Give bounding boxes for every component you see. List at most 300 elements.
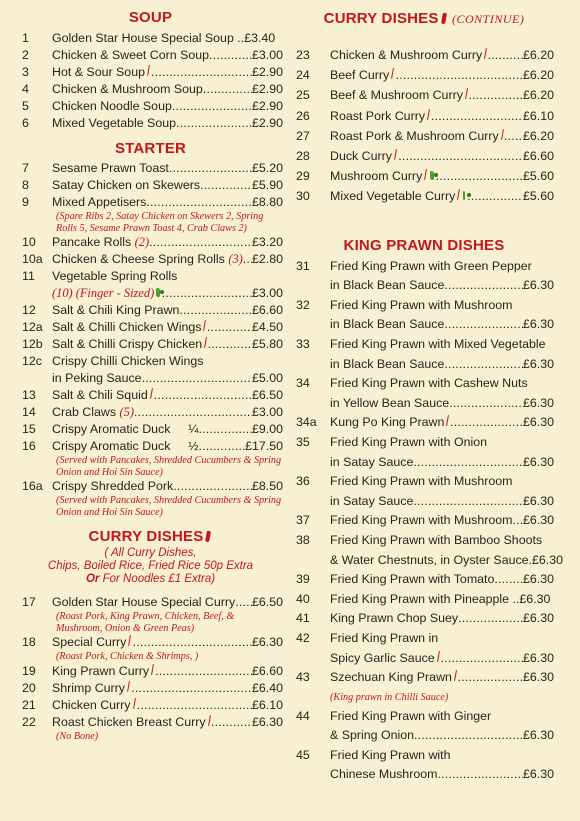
vegetarian-broccoli-icon bbox=[156, 288, 160, 297]
item-number: 1 bbox=[22, 31, 29, 45]
item-number: 27 bbox=[296, 128, 310, 143]
menu-item bbox=[18, 160, 283, 177]
item-name: Chicken & Sweet Corn Soup bbox=[52, 48, 210, 62]
menu-item bbox=[18, 336, 283, 353]
item-price: £6.50 bbox=[251, 595, 283, 609]
item-name: Crispy Aromatic Duck bbox=[52, 422, 171, 436]
item-price: £3.40 bbox=[244, 31, 276, 45]
item-price: £6.30 bbox=[522, 572, 554, 587]
item-number: 38 bbox=[296, 532, 310, 547]
leader-dots bbox=[169, 160, 252, 177]
item-name: Roast Pork & Mushroom Curry bbox=[330, 128, 499, 143]
leader-dots bbox=[458, 668, 523, 688]
menu-item-continued bbox=[294, 492, 554, 512]
vegetarian-broccoli-icon bbox=[430, 171, 433, 180]
item-price: £2.80 bbox=[251, 252, 283, 266]
item-name: Shrimp Curry bbox=[52, 680, 125, 695]
menu-item bbox=[18, 98, 283, 115]
menu-item bbox=[294, 609, 554, 629]
item-name: King Prawn Chop Suey bbox=[330, 611, 459, 626]
item-name: Special Curry bbox=[52, 635, 127, 649]
item-quantity: (2) bbox=[134, 235, 150, 249]
item-price: £5.20 bbox=[251, 161, 283, 175]
leader-dots bbox=[467, 186, 523, 206]
leader-dots bbox=[207, 319, 252, 336]
item-name: in Satay Sauce bbox=[330, 493, 414, 508]
item-number: 12 bbox=[22, 303, 36, 317]
leader-dots bbox=[211, 714, 252, 731]
item-name: in Satay Sauce bbox=[330, 454, 414, 469]
leader-dots bbox=[488, 45, 523, 65]
chili-pepper-icon bbox=[147, 65, 150, 76]
left-column bbox=[18, 0, 283, 742]
item-name: Hot & Sour Soup bbox=[52, 65, 145, 79]
menu-item-continued bbox=[294, 649, 554, 669]
item-price: £5.90 bbox=[251, 178, 283, 192]
leader-dots bbox=[441, 649, 523, 669]
menu-item bbox=[294, 374, 554, 394]
item-number: 7 bbox=[22, 161, 29, 175]
soup-list bbox=[18, 30, 283, 132]
item-number: 34a bbox=[296, 415, 317, 430]
menu-item bbox=[294, 106, 554, 126]
item-price: £2.90 bbox=[251, 116, 283, 130]
item-number: 35 bbox=[296, 434, 310, 449]
item-portion: ½ bbox=[188, 439, 199, 453]
item-name: Fried King Prawn with Bamboo Shoots bbox=[330, 532, 543, 547]
menu-item bbox=[18, 251, 283, 268]
item-number: 12a bbox=[22, 320, 43, 334]
menu-item-continued bbox=[294, 355, 554, 375]
item-name: Fried King Prawn with Mixed Vegetable bbox=[330, 337, 546, 351]
soup-heading: SOUP bbox=[128, 9, 173, 26]
leader-dots bbox=[436, 166, 523, 186]
chili-pepper-icon bbox=[484, 48, 486, 59]
menu-item-continued bbox=[294, 726, 554, 746]
item-name: Fried King Prawn with Onion bbox=[330, 434, 488, 449]
item-price: £3.20 bbox=[251, 235, 283, 249]
menu-item-continued bbox=[18, 285, 283, 302]
item-name: Fried King Prawn with Cashew Nuts bbox=[330, 376, 528, 391]
item-name: Mixed Vegetable Soup bbox=[52, 116, 176, 130]
item-number: 16 bbox=[22, 439, 36, 453]
leader-dots bbox=[149, 234, 252, 251]
menu-item bbox=[18, 234, 283, 251]
item-name: Satay Chicken on Skewers bbox=[52, 178, 201, 192]
item-name: Fried King Prawn with bbox=[330, 747, 451, 762]
item-number: 30 bbox=[296, 189, 310, 204]
item-price: £6.30 bbox=[522, 767, 554, 782]
menu-item bbox=[294, 629, 554, 649]
leader-dots bbox=[458, 609, 523, 629]
item-number: 13 bbox=[22, 388, 36, 402]
menu-item bbox=[294, 166, 554, 186]
item-number: 21 bbox=[22, 697, 36, 712]
vegetarian-broccoli-icon bbox=[463, 191, 465, 200]
item-price: £6.60 bbox=[251, 303, 283, 317]
leader-dots bbox=[198, 438, 245, 455]
menu-item-continued bbox=[294, 315, 554, 335]
item-name: Mixed Appetisers bbox=[52, 195, 147, 209]
menu-item bbox=[18, 302, 283, 319]
menu-item bbox=[294, 590, 554, 610]
curry-subtitle-3 bbox=[18, 573, 283, 586]
item-number: 14 bbox=[22, 405, 36, 419]
menu-item bbox=[18, 30, 283, 47]
menu-item bbox=[294, 186, 554, 206]
continue-label: (CONTINUE) bbox=[451, 12, 525, 26]
chili-pepper-icon bbox=[437, 651, 440, 662]
king-prawn-list bbox=[294, 257, 564, 785]
item-price: £6.30 bbox=[522, 611, 554, 626]
item-name: in Peking Sauce bbox=[52, 371, 142, 385]
leader-dots bbox=[134, 404, 252, 421]
menu-item bbox=[294, 746, 554, 766]
item-number: 32 bbox=[296, 297, 310, 312]
item-name: & Spring Onion bbox=[330, 728, 415, 743]
item-name: Szechuan King Prawn bbox=[330, 670, 452, 685]
leader-dots bbox=[142, 370, 252, 387]
item-name: Vegetable Spring Rolls bbox=[52, 269, 178, 283]
leader-dots bbox=[209, 47, 252, 64]
item-name: Golden Star House Special Soup .. bbox=[52, 31, 245, 45]
item-number: 37 bbox=[296, 513, 310, 528]
item-price: £6.20 bbox=[522, 128, 554, 143]
chili-pepper-icon bbox=[127, 680, 130, 691]
chili-pepper-icon bbox=[206, 531, 212, 543]
item-name: Fried King Prawn with Green Pepper bbox=[330, 258, 532, 273]
menu-item bbox=[294, 296, 554, 316]
item-number: 9 bbox=[22, 195, 29, 209]
item-price: £6.30 bbox=[522, 415, 554, 430]
item-price: £3.00 bbox=[251, 48, 283, 62]
item-number: 6 bbox=[22, 116, 29, 130]
item-name: Mushroom Curry bbox=[330, 169, 423, 184]
leader-dots bbox=[414, 726, 523, 746]
item-price: £8.80 bbox=[251, 195, 283, 209]
starter-list bbox=[18, 160, 283, 518]
item-note: (Served with Pancakes, Shredded Cucumbers & Spring Onion and Hoi Sin Sauce) bbox=[56, 495, 282, 518]
item-name: in Yellow Bean Sauce bbox=[330, 395, 450, 410]
curry-continue-title: CURRY DISHES bbox=[323, 10, 439, 27]
leader-dots bbox=[133, 634, 252, 651]
menu-item bbox=[294, 511, 554, 531]
chili-pepper-icon bbox=[150, 388, 153, 399]
item-number: 36 bbox=[296, 474, 310, 489]
leader-dots bbox=[155, 663, 252, 680]
item-price: £6.50 bbox=[251, 388, 283, 402]
item-name: Roast Pork Curry bbox=[330, 108, 426, 123]
menu-item bbox=[294, 707, 554, 727]
leader-dots bbox=[172, 98, 252, 115]
menu-item bbox=[294, 668, 554, 688]
item-price: £6.40 bbox=[251, 680, 283, 695]
item-number: 42 bbox=[296, 630, 310, 645]
item-price: £6.30 bbox=[522, 278, 554, 293]
chili-pepper-icon bbox=[424, 169, 427, 180]
menu-item-continued bbox=[18, 370, 283, 387]
item-name: Spicy Garlic Sauce bbox=[330, 650, 435, 665]
item-portion: ¼ bbox=[188, 422, 199, 436]
leader-dots bbox=[146, 194, 252, 211]
item-name: in Black Bean Sauce bbox=[330, 317, 445, 332]
item-name: Fried King Prawn with Pineapple .. bbox=[330, 591, 520, 606]
item-price: £6.60 bbox=[522, 149, 554, 164]
curry-subtitle-2: Chips, Boiled Rice, Fried Rice 50p Extra bbox=[47, 560, 254, 572]
leader-dots bbox=[176, 115, 252, 132]
item-price: £2.90 bbox=[251, 82, 283, 96]
item-number: 23 bbox=[296, 48, 310, 62]
menu-item-continued bbox=[294, 276, 554, 296]
item-price: £5.60 bbox=[522, 189, 554, 204]
menu-item bbox=[18, 697, 283, 714]
king-prawn-heading: KING PRAWN DISHES bbox=[343, 236, 505, 254]
menu-item-continued bbox=[294, 551, 564, 571]
item-number: 11 bbox=[22, 269, 35, 283]
item-price: £8.50 bbox=[251, 479, 283, 493]
item-price: £6.30 bbox=[522, 670, 554, 685]
item-number: 16a bbox=[22, 479, 43, 493]
menu-item bbox=[18, 177, 283, 194]
item-number: 45 bbox=[296, 747, 310, 762]
chili-pepper-icon bbox=[457, 189, 459, 200]
chili-pepper-icon bbox=[203, 320, 205, 331]
menu-item bbox=[294, 531, 554, 551]
curry-subtitle-rest: For Noodles £1 Extra) bbox=[102, 573, 216, 585]
item-number: 5 bbox=[22, 99, 29, 113]
leader-dots bbox=[208, 336, 252, 353]
menu-item bbox=[294, 335, 554, 355]
menu-item bbox=[294, 85, 554, 105]
item-note: (Spare Ribs 2, Satay Chicken on Skewers 2, Spring Rolls 5, Sesame Prawn Toast 4, Crab Claws 2) bbox=[56, 211, 264, 234]
item-price: £3.00 bbox=[251, 405, 283, 419]
item-name: Salt & Chilli Chicken Wings bbox=[52, 320, 202, 334]
item-number: 12c bbox=[22, 354, 42, 368]
item-number: 43 bbox=[296, 670, 310, 685]
curry-subtitle-1: ( All Curry Dishes, bbox=[104, 547, 197, 559]
item-name: Chicken & Cheese Spring Rolls bbox=[52, 252, 225, 266]
item-number: 31 bbox=[296, 258, 310, 273]
item-name: Salt & Chili Squid bbox=[52, 388, 148, 402]
item-price: £6.30 bbox=[522, 317, 554, 332]
item-name: Fried King Prawn in bbox=[330, 630, 439, 645]
menu-item bbox=[294, 65, 554, 85]
menu-item bbox=[18, 194, 283, 211]
menu-item bbox=[18, 64, 283, 81]
chili-pepper-icon bbox=[465, 88, 467, 99]
leader-dots bbox=[131, 680, 252, 697]
item-price: £5.00 bbox=[251, 371, 283, 385]
menu-item bbox=[18, 421, 283, 438]
chili-pepper-icon bbox=[441, 13, 447, 25]
menu-item bbox=[294, 570, 554, 590]
item-name: Fried King Prawn with Mushroom bbox=[330, 513, 513, 528]
item-number: 29 bbox=[296, 169, 310, 184]
menu-item bbox=[18, 438, 283, 455]
leader-dots bbox=[154, 387, 252, 404]
menu-item bbox=[18, 47, 283, 64]
item-name: Crispy Chilli Chicken Wings bbox=[52, 354, 204, 368]
item-number: 26 bbox=[296, 108, 310, 123]
item-name: King Prawn Curry bbox=[52, 663, 150, 678]
menu-item bbox=[18, 404, 283, 421]
leader-dots bbox=[512, 511, 523, 531]
item-note: (King prawn in Chilli Sauce) bbox=[330, 691, 449, 703]
leader-dots bbox=[200, 177, 252, 194]
item-price: £6.10 bbox=[251, 697, 283, 712]
leader-dots bbox=[444, 276, 523, 296]
item-number: 17 bbox=[22, 595, 36, 609]
item-quantity: (5) bbox=[119, 405, 134, 419]
menu-item bbox=[294, 126, 554, 146]
item-name: Chicken & Mushroom Soup bbox=[52, 82, 203, 96]
right-column bbox=[294, 0, 564, 785]
item-name: Sesame Prawn Toast bbox=[52, 161, 169, 175]
item-name: Chicken Noodle Soup bbox=[52, 99, 172, 113]
leader-dots bbox=[437, 765, 523, 785]
item-number: 39 bbox=[296, 572, 310, 587]
item-price: £6.30 bbox=[522, 650, 554, 665]
item-price: £2.90 bbox=[251, 99, 283, 113]
item-number: 10a bbox=[22, 252, 43, 266]
menu-item bbox=[294, 257, 554, 277]
curry-heading bbox=[18, 527, 283, 547]
item-name: Chicken & Mushroom Curry bbox=[330, 48, 483, 62]
item-number: 19 bbox=[22, 663, 36, 678]
item-name: Fried King Prawn with Ginger bbox=[330, 708, 492, 723]
chili-pepper-icon bbox=[151, 663, 154, 674]
item-price: £6.30 bbox=[522, 728, 554, 743]
item-number: 44 bbox=[296, 708, 310, 723]
item-name: Pancake Rolls bbox=[52, 235, 132, 249]
leader-dots bbox=[243, 251, 252, 268]
leader-dots bbox=[494, 570, 523, 590]
item-name: Beef & Mushroom Curry bbox=[330, 88, 463, 103]
leader-dots bbox=[413, 453, 523, 473]
item-name: Crispy Aromatic Duck bbox=[52, 439, 171, 453]
item-number: 18 bbox=[22, 635, 36, 649]
item-price: £6.30 bbox=[251, 714, 283, 729]
item-name: Mixed Vegetable Curry bbox=[330, 189, 456, 204]
leader-dots bbox=[151, 64, 252, 81]
menu-item bbox=[18, 714, 283, 731]
leader-dots bbox=[203, 81, 252, 98]
item-price: £6.30 bbox=[532, 552, 564, 567]
leader-dots bbox=[444, 355, 523, 375]
leader-dots bbox=[468, 85, 523, 105]
menu-item bbox=[18, 353, 283, 370]
item-number: 15 bbox=[22, 422, 36, 436]
menu-item bbox=[18, 478, 283, 495]
curry-continue-heading bbox=[294, 9, 554, 29]
curry-title: CURRY DISHES bbox=[88, 528, 204, 545]
menu-item bbox=[18, 663, 283, 680]
item-price: £6.30 bbox=[251, 635, 283, 649]
chili-pepper-icon bbox=[128, 635, 131, 646]
item-price: £6.10 bbox=[522, 108, 554, 123]
item-name: Fried King Prawn with Tomato bbox=[330, 572, 495, 587]
item-number: 4 bbox=[22, 82, 29, 96]
chili-pepper-icon bbox=[446, 415, 449, 426]
menu-item bbox=[18, 387, 283, 404]
item-price: £3.00 bbox=[251, 286, 283, 300]
item-number: 25 bbox=[296, 88, 310, 103]
item-price: £6.60 bbox=[251, 663, 283, 678]
item-price: £6.30 bbox=[519, 591, 551, 606]
item-note: (Served with Pancakes, Shredded Cucumbers & Spring Onion and Hoi Sin Sauce) bbox=[56, 455, 282, 478]
item-number: 20 bbox=[22, 680, 36, 695]
item-number: 22 bbox=[22, 714, 36, 729]
item-number: 3 bbox=[22, 65, 29, 79]
item-name: Fried King Prawn with Mushroom bbox=[330, 297, 513, 312]
curry-list bbox=[18, 594, 283, 742]
item-name: Beef Curry bbox=[330, 68, 390, 83]
item-name: Chicken Curry bbox=[52, 697, 131, 712]
curry-subtitle-or: Or bbox=[85, 573, 100, 585]
menu-item bbox=[18, 268, 283, 285]
item-price: £9.00 bbox=[251, 422, 283, 436]
leader-dots bbox=[431, 106, 523, 126]
item-price: £6.20 bbox=[522, 88, 554, 103]
item-number: 2 bbox=[22, 48, 29, 62]
item-name: Salt & Chilli Crispy Chicken bbox=[52, 337, 203, 351]
menu-item bbox=[18, 319, 283, 336]
menu-item-continued bbox=[294, 765, 554, 785]
item-quantity: (3) bbox=[228, 252, 243, 266]
item-price: £6.30 bbox=[522, 356, 554, 371]
leader-dots bbox=[173, 478, 252, 495]
chili-pepper-icon bbox=[501, 129, 503, 140]
item-name: in Black Bean Sauce bbox=[330, 356, 445, 371]
leader-dots bbox=[413, 492, 523, 512]
item-name: Fried King Prawn with Mushroom bbox=[330, 474, 513, 489]
item-quantity: (10) (Finger - Sized) bbox=[52, 286, 155, 300]
leader-dots bbox=[179, 302, 252, 319]
leader-dots bbox=[198, 421, 252, 438]
item-name: & Water Chestnuts, in Oyster Sauce. bbox=[330, 552, 533, 567]
item-number: 41 bbox=[296, 611, 310, 626]
item-price: £6.30 bbox=[522, 454, 554, 469]
leader-dots bbox=[235, 594, 252, 611]
item-name: Chinese Mushroom bbox=[330, 767, 438, 782]
chili-pepper-icon bbox=[208, 715, 210, 726]
menu-item bbox=[294, 413, 554, 433]
item-price: £5.80 bbox=[251, 337, 283, 351]
leader-dots bbox=[504, 126, 523, 146]
leader-dots bbox=[449, 394, 523, 414]
item-note: (Roast Pork, Chicken & Shrimps, ) bbox=[56, 651, 199, 662]
item-name: in Black Bean Sauce bbox=[330, 278, 445, 293]
item-name: Salt & Chili King Prawn bbox=[52, 303, 180, 317]
leader-dots bbox=[444, 315, 523, 335]
item-number: 10 bbox=[22, 235, 36, 249]
menu-item-continued bbox=[294, 394, 554, 414]
item-price: £6.20 bbox=[522, 48, 554, 62]
item-number: 28 bbox=[296, 149, 310, 164]
item-note: (No Bone) bbox=[56, 730, 99, 742]
leader-dots bbox=[137, 697, 252, 714]
item-price: £17.50 bbox=[245, 439, 283, 453]
item-number: 24 bbox=[296, 68, 310, 83]
chili-pepper-icon bbox=[133, 697, 136, 708]
item-price: £2.90 bbox=[251, 65, 283, 79]
item-price: £6.30 bbox=[522, 513, 554, 528]
item-number: 8 bbox=[22, 178, 29, 192]
menu-item bbox=[294, 472, 554, 492]
menu-item bbox=[18, 115, 283, 132]
item-number: 33 bbox=[296, 337, 310, 351]
item-price: £6.20 bbox=[522, 68, 554, 83]
